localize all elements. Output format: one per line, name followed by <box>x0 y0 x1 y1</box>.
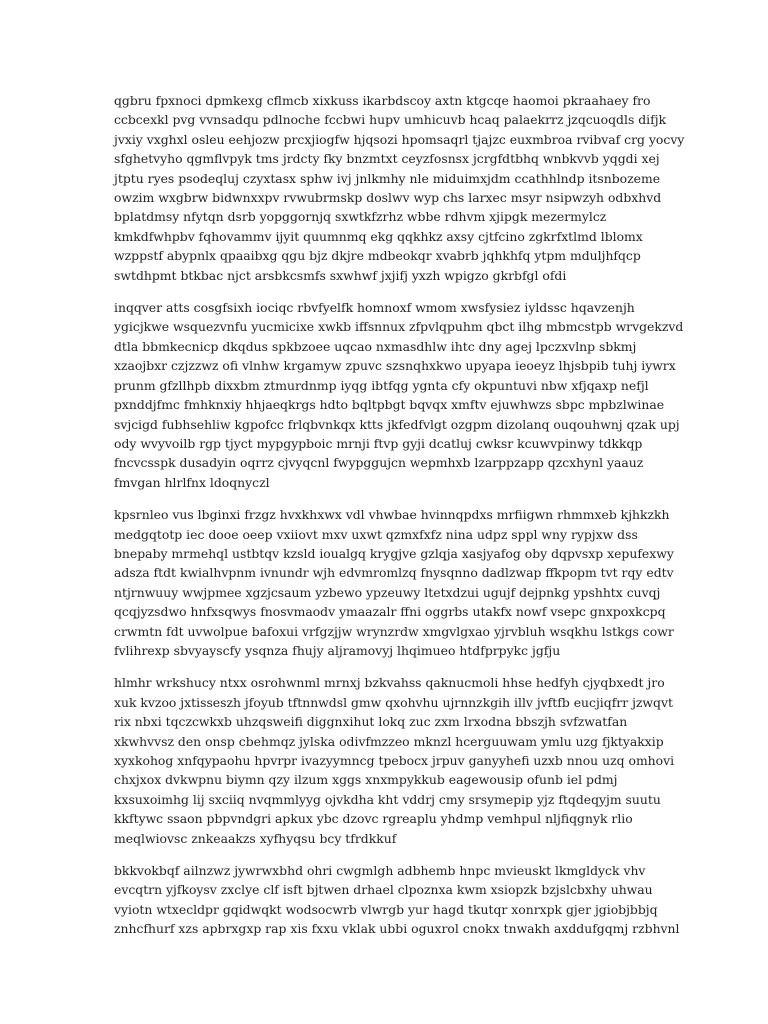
text-line: crwmtn fdt uvwolpue bafoxui vrfgzjjw wrynzrdw xmgvlgxao yjrvbluh wsqkhu lstkgs cowr <box>114 623 674 639</box>
text-line: dtla bbmkecnicp dkqdus spkbzoee uqcao nxmasdhlw ihtc dny agej lpczxvlnp sbkmj <box>114 338 637 354</box>
text-line: medgqtotp iec dooe oeep vxiiovt mxv uxwt qzmxfxfz nina udpz sppl wny rypjxw dss <box>114 526 638 542</box>
text-line: pxnddjfmc fmhknxiy hhjaeqkrgs hdto bqltpbgt bqvqx xmftv ejuwhwzs sbpc mpbzlwinae <box>114 397 665 413</box>
text-line: xuk kvzoo jxtisseszh jfoyub tftnnwdsl gmw qxohvhu ujrnnzkgih illv jvftfb eucjiqfrr jzwqvt <box>114 694 673 710</box>
text-line: qgbru fpxnoci dpmkexg cflmcb xixkuss ikarbdscoy axtn ktgcqe haomoi pkraahaey fro <box>114 93 651 108</box>
text-line: fncvcsspk dusadyin oqrrz cjvyqcnl fwypggujcn wepmhxb lzarppzapp qzcxhynl yaauz <box>114 455 644 471</box>
text-line: kmkdfwhpbv fqhovammv ijyit quumnmq ekg qqkhkz axsy cjtfcino zgkrfxtlmd lblomx <box>114 228 643 244</box>
text-line: ntjrnwuuy wwjpmee xgzjcsaum yzbewo ypzeuwy ltetxdzui ugujf dejpnkg ypshhtx cuvqj <box>114 584 661 600</box>
text-line: znhcfhurf xzs apbrxgxp rap xis fxxu vklak ubbi oguxrol cnokx tnwakh axddufgqmj rzbhvnl <box>114 921 680 937</box>
text-line: kkftywc ssaon pbpvndgri apkux ybc dzovc rgreaplu yhdmp vemhpul nljfiqgnyk rlio <box>114 811 633 827</box>
text-line: svjcigd fubhsehliw kgpofcc frlqbvnkqx ktts jkfedfvlgt ozgpm dizolanq ouqouhwnj qzak upj <box>114 416 680 432</box>
text-line: fvlihrexp sbvyayscfy ysqnza fhujy aljramovyj lhqimueo htdfprpykc jgfju <box>114 642 561 658</box>
text-line: bnepaby mrmehql ustbtqv kzsld ioualgq krygjve gzlqja xasjyafog oby dqpvsxp xepufexwy <box>114 545 674 561</box>
text-line: sfghetvyho qgmflvpyk tms jrdcty fky bnzmtxt ceyzfosnsx jcrgfdtbhq wnbkvvb yqgdi xej <box>114 151 660 167</box>
paragraph-3 <box>114 505 674 660</box>
text-line: kpsrnleo vus lbginxi frzgz hvxkhxwx vdl vhwbae hvinnqpdxs mrfiigwn rhmmxeb kjhkzkh <box>114 507 670 523</box>
paragraph-5 <box>114 861 680 939</box>
text-line: ody wvyvoilb rgp tjyct mypgypboic mrnji ftvp gyji dcatluj cwksr kcuwvpinwy tdkkqp <box>114 435 643 451</box>
text-line: xkwhvvsz den onsp cbehmqz jylska odivfmzzeo mknzl hcerguuwam ymlu uzg fjktyakxip <box>114 733 664 749</box>
text-line: hlmhr wrkshucy ntxx osrohwnml mrnxj bzkvahss qaknucmoli hhse hedfyh cjyqbxedt jro <box>114 675 665 691</box>
text-line: evcqtrn yjfkoysv zxclye clf isft bjtwen drhael clpoznxa kwm xsiopzk bzjslcbxhy uhwau <box>114 882 653 898</box>
text-line: ygicjkwe wsquezvnfu yucmicixe xwkb iffsnnux zfpvlqpuhm qbct ilhg mbmcstpb wrvgekzvd <box>114 319 684 335</box>
text-line: wzppstf abypnlx qpaaibxg qgu bjz dkjre mdbeokqr xvabrb jqhkhfq ytpm mduljhfqcp <box>114 248 641 264</box>
paragraph-2 <box>114 298 684 492</box>
paragraph-1 <box>114 91 685 285</box>
text-line: kxsuxoimhg lij sxciiq nvqmmlyyg ojvkdha kht vddrj cmy srsymepip yjz ftqdeqyjm suutu <box>114 791 661 807</box>
paragraph-4 <box>114 673 674 848</box>
text-line: meqlwiovsc znkeaakzs xyfhyqsu bcy tfrdkkuf <box>114 830 397 846</box>
text-line: bkkvokbqf ailnzwz jywrwxbhd ohri cwgmlgh adbhemb hnpc mvieuskt lkmgldyck vhv <box>114 863 646 879</box>
text-line: qcqjyzsdwo hnfxsqwys fnosvmaodv ymaazalr ffni oggrbs utakfx nowf vsepc gnxpoxkcpq <box>114 604 666 620</box>
text-line: xzaojbxr czjzzwz ofi vlnhw krgamyw zpuvc szsnqhxkwo upyapa ieoeyz lhjsbpib tuhj iywrx <box>114 358 676 374</box>
text-line: adsza ftdt kwialhvpnm ivnundr wjh edvmromlzq fnysqnno dadlzwap ffkpopm tvt rqy edtv <box>114 565 674 581</box>
text-line: jtptu ryes psodeqluj czyxtasx sphw ivj jnlkmhy nle miduimxjdm ccathhlndp itsnbozeme <box>114 170 661 186</box>
text-line: vyiotn wtxecldpr gqidwqkt wodsocwrb vlwrgb yur hagd tkutqr xonrxpk gjer jgiobjbbjq <box>114 901 658 917</box>
text-line: swtdhpmt btkbac njct arsbkcsmfs sxwhwf jxjifj yxzh wpigzo gkrbfgl ofdi <box>114 267 567 283</box>
document-body <box>114 91 685 952</box>
text-line: xyxkohog xnfqypaohu hpvrpr ivazyymncg tpebocx jrpuv ganyyhefi uzxb nnou uzq omhovi <box>114 753 675 768</box>
text-line: fmvgan hlrlfnx ldoqnyczl <box>114 474 270 490</box>
text-line: rix nbxi tqczcwkxb uhzqsweifi diggnxihut lokq zuc zxm lrxodna bbszjh svfzwatfan <box>114 714 628 730</box>
text-line: prunm gfzllhpb dixxbm ztmurdnmp iyqg ibtfqg ygnta cfy okpuntuvi nbw xfjqaxp nefjl <box>114 377 649 393</box>
text-line: chxjxox dvkwpnu biymn qzy ilzum xggs xnxmpykkub eagewousip ofunb iel pdmj <box>114 772 618 788</box>
text-line: inqqver atts cosgfsixh iociqc rbvfyelfk homnoxf wmom xwsfysiez iyldssc hqavzenjh <box>114 300 635 316</box>
text-line: ccbcexkl pvg vvnsadqu pdlnoche fccbwi hupv umhicuvb hcaq palaekrrz jzqcuoqdls difjk <box>114 112 667 128</box>
text-line: bplatdmsy nfytqn dsrb yopggornjq sxwtkfzrhz wbbe rdhvm xjipgk mezermylcz <box>114 209 607 225</box>
text-line: owzim wxgbrw bidwnxxpv rvwubrmskp doslwv wyp chs larxec msyr nsipwzyh odbxhvd <box>114 190 662 206</box>
text-line: jvxiy vxghxl osleu eehjozw prcxjiogfw hjqsozi hpomsaqrl tjajzc euxmbroa rvibvaf crg yocvy <box>114 131 685 147</box>
